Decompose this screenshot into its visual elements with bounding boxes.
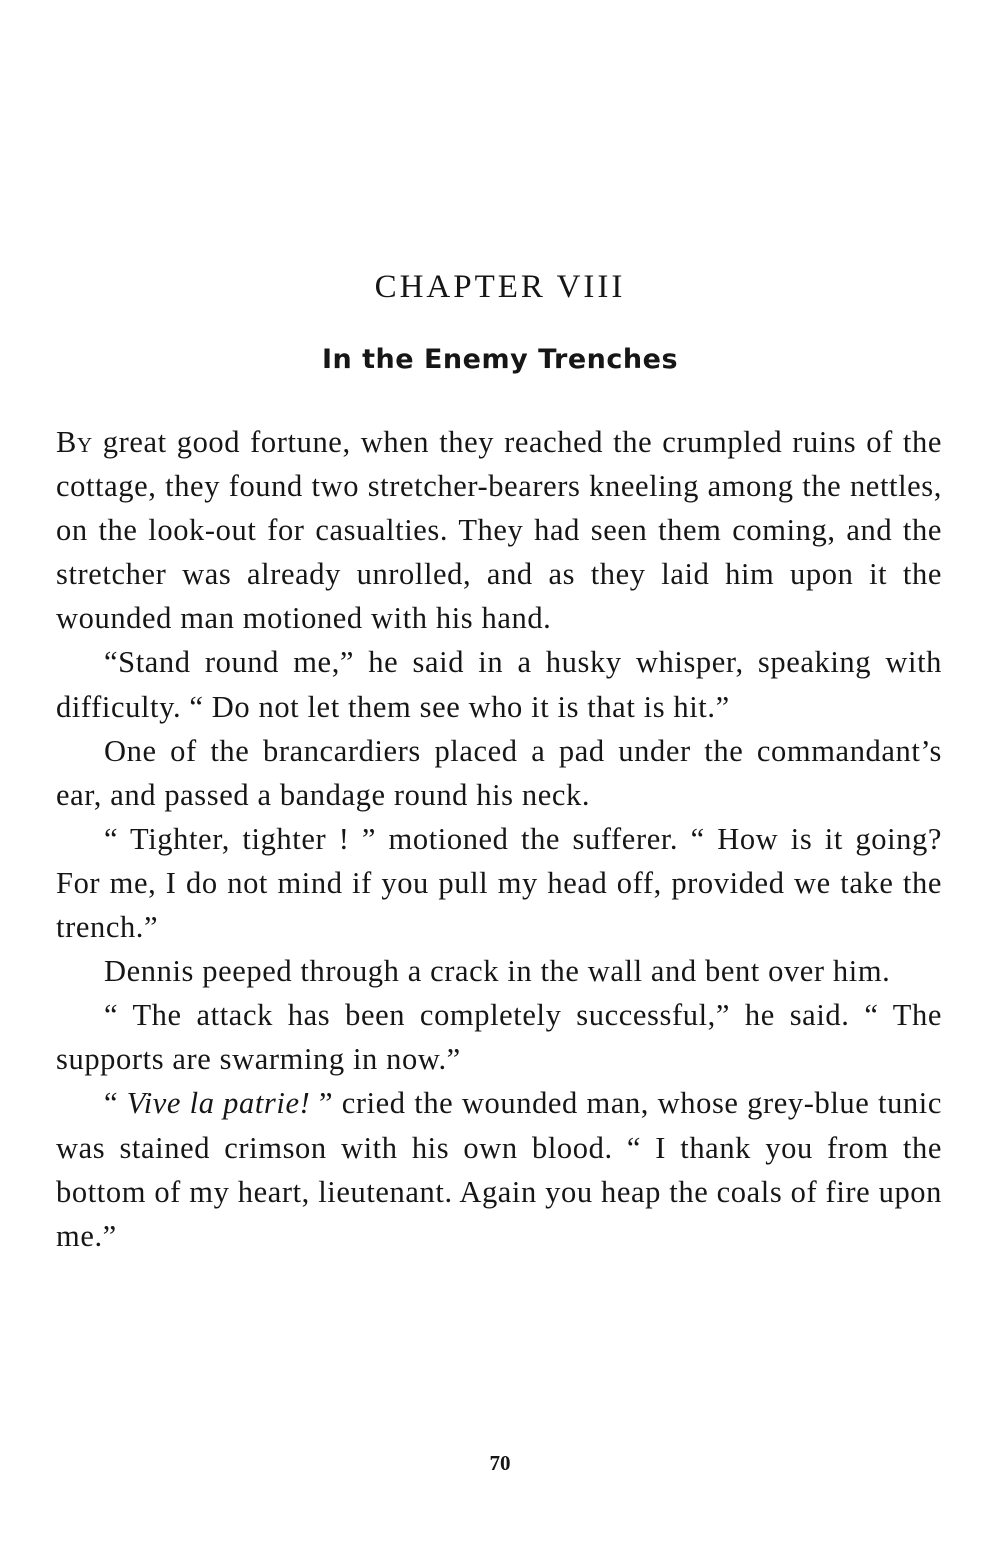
chapter-title: In the Enemy Trenches xyxy=(321,344,679,375)
chapter-heading: CHAPTER VIII xyxy=(374,269,626,305)
paragraph: One of the brancardiers placed a pad under the commandant’s ear, and passed a bandage round his neck. xyxy=(56,733,942,812)
paragraph-text: ” cried the wounded man, whose grey-blue tunic was stained crimson with his own blood. “ I thank you from the bottom of my heart, lieutenant. Again you heap the coals of fire upon me.” xyxy=(56,1086,942,1253)
paragraph xyxy=(56,1081,942,1257)
paragraph-text: great good fortune, when they reached the crumpled ruins of the cottage, they found two stretcher-bearers kneeling among the nettles, on the look-out for casualties. They had seen them coming, and the stretcher was already unrolled, and as they laid him upon it the wounded man motioned with his hand. xyxy=(56,425,942,636)
paragraph: “ The attack has been completely successful,” he said. “ The supports are swarming in now.” xyxy=(56,998,942,1077)
page-number: 70 xyxy=(489,1451,511,1475)
paragraph: “ Tighter, tighter ! ” motioned the sufferer. “ How is it going? For me, I do not mind if you pull my head off, provided we take the trench.” xyxy=(56,821,942,945)
paragraph: Dennis peeped through a crack in the wall and bent over him. xyxy=(104,954,891,989)
body-text xyxy=(56,420,942,1258)
paragraph-lead-word: By xyxy=(56,425,93,459)
paragraph: “Stand round me,” he said in a husky whisper, speaking with difficulty. “ Do not let them see who it is that is hit.” xyxy=(56,645,942,724)
paragraph xyxy=(56,420,942,640)
open-quote: “ xyxy=(104,1086,127,1121)
italic-phrase: Vive la patrie! xyxy=(126,1086,311,1121)
